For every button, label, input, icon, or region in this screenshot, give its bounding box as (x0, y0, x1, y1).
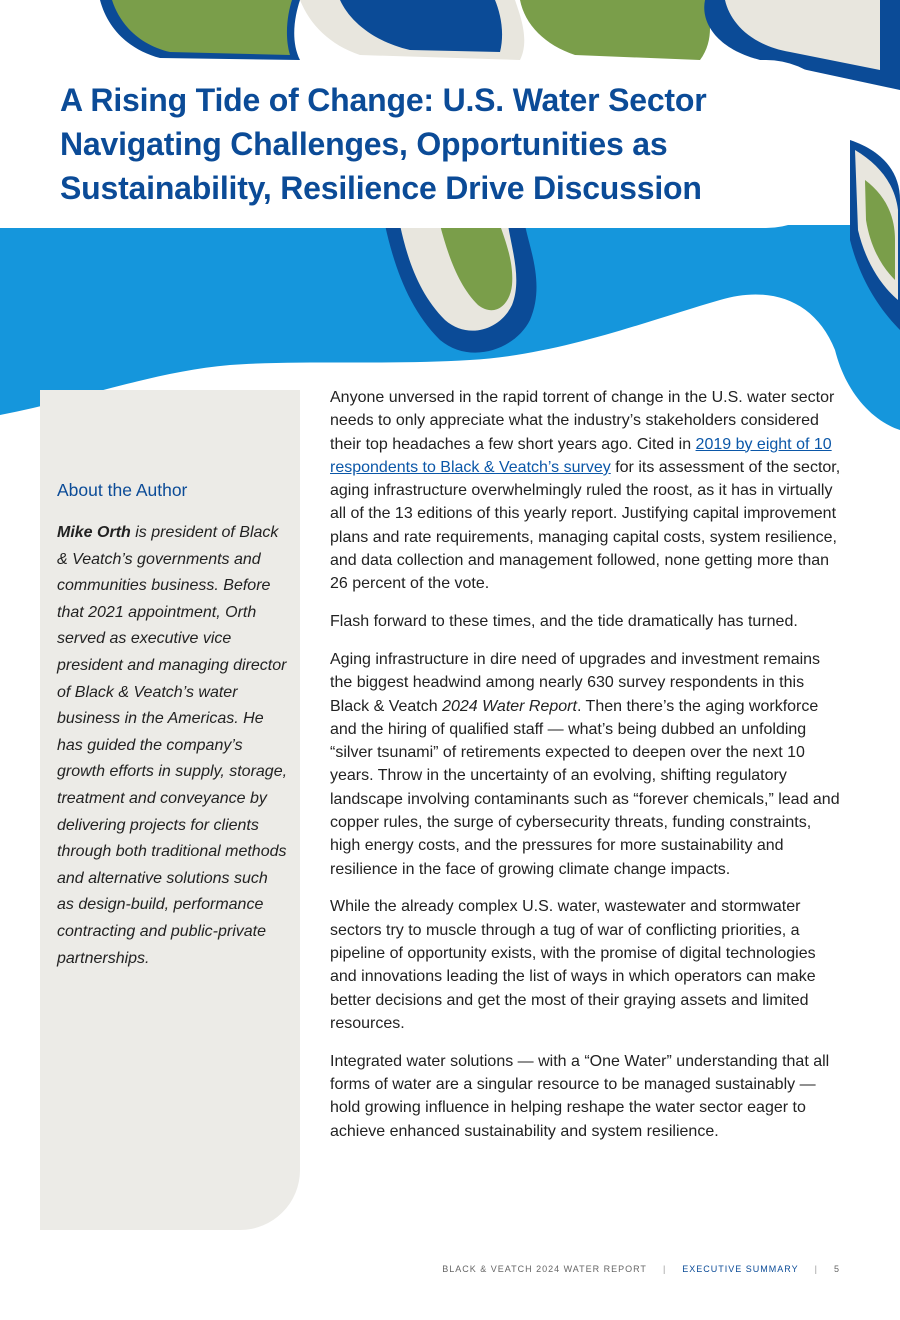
report-title: 2024 Water Report (442, 697, 577, 715)
paragraph-1-tail: for its assessment of the sector, aging infrastructure overwhelmingly ruled the roost, as it has in virtually all of the 13 editions of this yearly report. Justifying capital improvement plans and rate requirements, managing capital costs, system resilience, and data collection and management followed, none getting more than 26 percent of the vote. (330, 458, 841, 593)
footer-publication: BLACK & VEATCH 2024 WATER REPORT (442, 1264, 647, 1274)
footer-section: EXECUTIVE SUMMARY (682, 1264, 799, 1274)
about-author-sidebar (40, 390, 300, 1230)
footer-separator: | (662, 1264, 667, 1274)
author-bio-text: is president of Black & Veatch’s governments and communities business. Before that 2021 appointment, Orth served as executive vice president and managing director of Black & Veatch’s water business in the Americas. He has guided the company’s growth efforts in supply, storage, treatment and conveyance by delivering projects for clients through both traditional methods and alternative solutions such as design-build, performance contracting and public-private partnerships. (57, 524, 288, 967)
paragraph-3-lead: Aging infrastructure in dire need of upgrades and investment remains the biggest headwind among nearly 630 survey respondents in this Black & Veatch (330, 650, 821, 715)
sidebar-heading: About the Author (57, 480, 188, 500)
paragraph-1-lead: Anyone unversed in the rapid torrent of change in the U.S. water sector needs to only appreciate what the industry’s stakeholders considered their top headaches a few short years ago. Cited in (330, 389, 835, 453)
top-blob-green-2 (520, 0, 710, 60)
paragraph-3-tail: . Then there’s the aging workforce and the hiring of qualified staff — what’s being dubbed an unfolding “silver tsunami” of retirements expected to deepen over the next 10 years. Throw in the uncertainty of an evolving, shifting regulatory landscape involving contaminants such as “forever chemicals,” lead and copper rules, the surge of cybersecurity threats, funding constraints, high energy costs, and the pressures for more sustainability and resilience in the face of growing climate change impacts. (330, 697, 840, 878)
survey-link[interactable]: 2019 by eight of 10 respondents to Black & Veatch’s survey (330, 435, 832, 476)
page-number: 5 (833, 1264, 840, 1274)
author-bio (57, 520, 289, 972)
footer-separator: | (814, 1264, 818, 1274)
article-body (330, 386, 845, 1157)
paragraph-3 (330, 648, 845, 881)
page-footer (442, 1264, 840, 1274)
paragraph-1 (330, 386, 845, 596)
author-name: Mike Orth (57, 524, 131, 541)
page-title: A Rising Tide of Change: U.S. Water Sector Navigating Challenges, Opportunities as Sustainability, Resilience Drive Discussion (60, 82, 707, 206)
paragraph-5: Integrated water solutions — with a “One Water” understanding that all forms of water are a singular resource to be managed sustainably — hold growing influence in helping reshape the water sector eager to achieve enhanced sustainability and system resilience. (330, 1052, 830, 1140)
paragraph-4: While the already complex U.S. water, wastewater and stormwater sectors try to muscle through a tug of war of conflicting priorities, a pipeline of opportunity exists, with the promise of digital technologies and innovations leading the list of ways in which operators can make better decisions and get the most of their graying assets and limited resources. (330, 898, 816, 1032)
paragraph-2: Flash forward to these times, and the tide dramatically has turned. (330, 613, 798, 631)
